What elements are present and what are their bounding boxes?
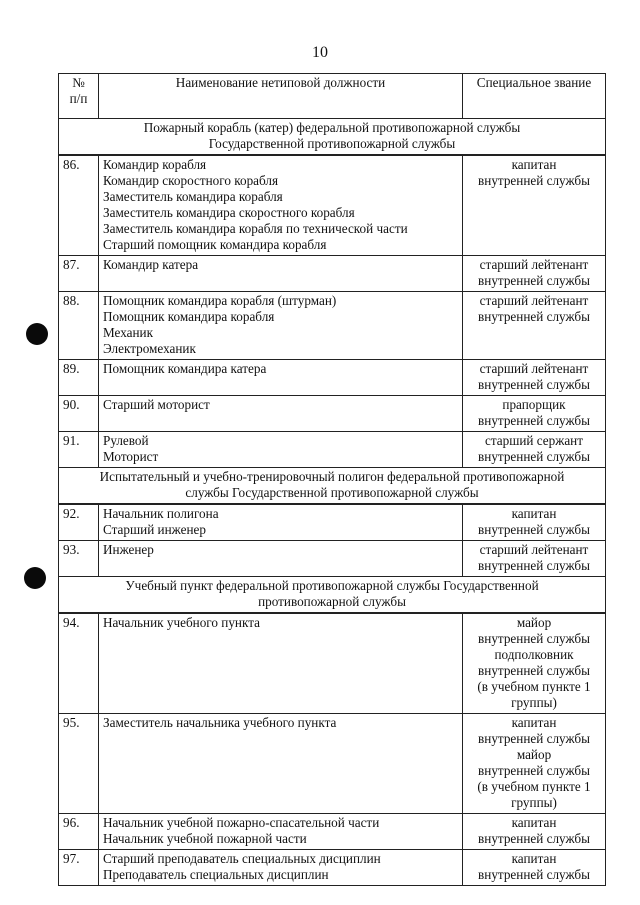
row-number: 90.	[59, 396, 99, 432]
rank-line: внутренней службы	[478, 631, 590, 646]
rank-line: внутренней службы	[478, 413, 590, 428]
row-number: 89.	[59, 360, 99, 396]
special-rank	[463, 541, 606, 577]
position-title: Старший инженер	[103, 522, 206, 537]
special-rank	[463, 714, 606, 814]
special-rank	[463, 613, 606, 714]
position-title: Инженер	[103, 542, 154, 557]
position-titles	[99, 850, 463, 886]
rank-line: майор	[516, 747, 552, 762]
rank-line: старший лейтенант	[479, 293, 589, 308]
position-titles	[99, 360, 463, 396]
table-header-row	[59, 74, 606, 119]
table-row	[59, 396, 606, 432]
rank-line: внутренней службы	[478, 831, 590, 846]
section-title: Пожарный корабль (катер) федеральной противопожарной службы Государственной противопожарной службы	[59, 119, 606, 156]
table-row	[59, 850, 606, 886]
special-rank	[463, 360, 606, 396]
row-number: 95.	[59, 714, 99, 814]
special-rank	[463, 396, 606, 432]
rank-line: внутренней службы	[478, 309, 590, 324]
row-number: 87.	[59, 256, 99, 292]
position-title: Преподаватель специальных дисциплин	[103, 867, 329, 882]
rank-line: (в учебном пункте 1	[477, 779, 591, 794]
table-row	[59, 613, 606, 714]
page-number: 10	[312, 44, 328, 61]
punch-hole	[26, 323, 48, 345]
table-row	[59, 714, 606, 814]
position-title: Начальник учебной пожарно-спасательной части	[103, 815, 380, 830]
row-number: 86.	[59, 155, 99, 256]
position-titles	[99, 155, 463, 256]
rank-line: внутренней службы	[478, 558, 590, 573]
punch-hole	[24, 567, 46, 589]
rank-line: капитан	[511, 506, 557, 521]
position-titles	[99, 432, 463, 468]
rank-line: подполковник	[494, 647, 574, 662]
position-title: Командир скоростного корабля	[103, 173, 279, 188]
row-number: 88.	[59, 292, 99, 360]
rank-line: группы)	[511, 695, 557, 710]
position-title: Старший преподаватель специальных дисциплин	[103, 851, 381, 866]
section-header-row	[59, 468, 606, 505]
special-rank	[463, 432, 606, 468]
rank-line: (в учебном пункте 1	[477, 679, 591, 694]
rank-line: внутренней службы	[478, 273, 590, 288]
position-titles	[99, 504, 463, 541]
position-title: Начальник учебного пункта	[103, 615, 260, 630]
position-title: Начальник полигона	[103, 506, 219, 521]
table-row	[59, 432, 606, 468]
position-title: Заместитель командира корабля	[103, 189, 283, 204]
position-title: Электромеханик	[103, 341, 196, 356]
position-title: Старший помощник командира корабля	[103, 237, 327, 252]
position-title: Помощник командира корабля (штурман)	[103, 293, 337, 308]
position-title: Командир корабля	[103, 157, 207, 172]
special-rank	[463, 814, 606, 850]
special-rank	[463, 850, 606, 886]
special-rank	[463, 155, 606, 256]
rank-line: внутренней службы	[478, 867, 590, 882]
position-title: Рулевой	[103, 433, 149, 448]
table-row	[59, 360, 606, 396]
section-header-row	[59, 119, 606, 156]
position-title: Старший моторист	[103, 397, 210, 412]
position-title: Заместитель начальника учебного пункта	[103, 715, 337, 730]
position-titles	[99, 256, 463, 292]
positions-table	[58, 73, 606, 886]
position-titles	[99, 292, 463, 360]
rank-line: внутренней службы	[478, 522, 590, 537]
rank-line: внутренней службы	[478, 377, 590, 392]
position-title: Начальник учебной пожарной части	[103, 831, 307, 846]
position-title: Заместитель командира скоростного корабля	[103, 205, 355, 220]
rank-line: капитан	[511, 715, 557, 730]
rank-line: внутренней службы	[478, 449, 590, 464]
rank-line: капитан	[511, 157, 557, 172]
position-titles	[99, 714, 463, 814]
rank-line: прапорщик	[502, 397, 566, 412]
header-number: № п/п	[59, 74, 99, 119]
table-row	[59, 292, 606, 360]
table-row	[59, 541, 606, 577]
position-title: Заместитель командира корабля по технической части	[103, 221, 408, 236]
rank-line: капитан	[511, 851, 557, 866]
rank-line: старший сержант	[484, 433, 584, 448]
special-rank	[463, 504, 606, 541]
table-row	[59, 814, 606, 850]
position-title: Командир катера	[103, 257, 199, 272]
rank-line: внутренней службы	[478, 731, 590, 746]
table-row	[59, 504, 606, 541]
position-titles	[99, 396, 463, 432]
table-row	[59, 256, 606, 292]
header-rank: Специальное звание	[463, 74, 606, 119]
table-row	[59, 155, 606, 256]
rank-line: капитан	[511, 815, 557, 830]
position-titles	[99, 541, 463, 577]
rank-line: старший лейтенант	[479, 542, 589, 557]
rank-line: внутренней службы	[478, 173, 590, 188]
section-title: Испытательный и учебно-тренировочный полигон федеральной противопожарной службы Государственной противопожарной службы	[59, 468, 606, 505]
rank-line: старший лейтенант	[479, 361, 589, 376]
header-title: Наименование нетиповой должности	[99, 74, 463, 119]
section-header-row	[59, 577, 606, 614]
position-titles	[99, 814, 463, 850]
special-rank	[463, 256, 606, 292]
position-title: Механик	[103, 325, 154, 340]
rank-line: внутренней службы	[478, 663, 590, 678]
position-title: Моторист	[103, 449, 159, 464]
rank-line: старший лейтенант	[479, 257, 589, 272]
position-titles	[99, 613, 463, 714]
row-number: 94.	[59, 613, 99, 714]
position-title: Помощник командира корабля	[103, 309, 275, 324]
row-number: 96.	[59, 814, 99, 850]
row-number: 97.	[59, 850, 99, 886]
rank-line: группы)	[511, 795, 557, 810]
position-title: Помощник командира катера	[103, 361, 267, 376]
special-rank	[463, 292, 606, 360]
section-title: Учебный пункт федеральной противопожарной службы Государственной противопожарной службы	[59, 577, 606, 614]
rank-line: майор	[516, 615, 552, 630]
row-number: 93.	[59, 541, 99, 577]
rank-line: внутренней службы	[478, 763, 590, 778]
row-number: 92.	[59, 504, 99, 541]
row-number: 91.	[59, 432, 99, 468]
